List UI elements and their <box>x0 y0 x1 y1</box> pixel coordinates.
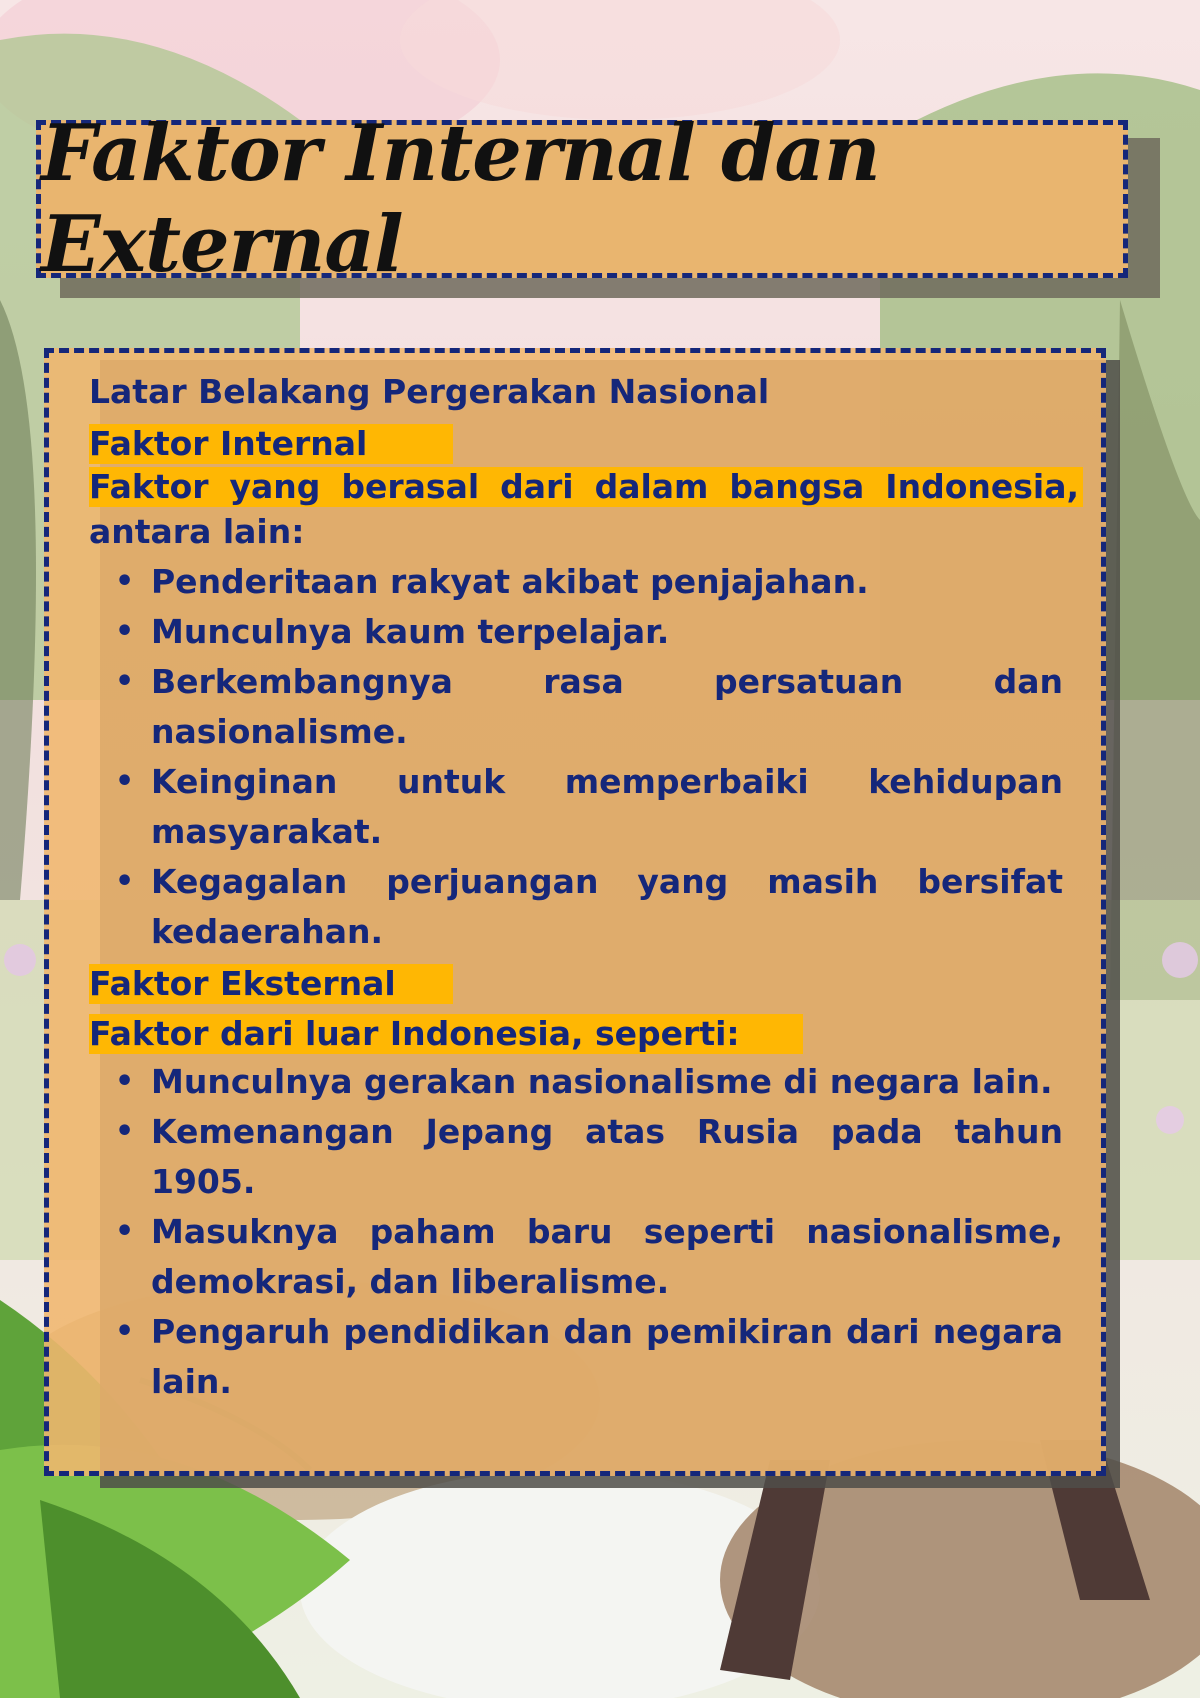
title-banner <box>36 108 1128 290</box>
list-item: • Berkembangnya rasa persatuan dan nasionalisme. <box>89 657 1063 757</box>
external-intro-line <box>89 1007 1063 1057</box>
page-title: Faktor Internal dan External <box>41 108 880 290</box>
list-item: • Penderitaan rakyat akibat penjajahan. <box>89 557 1063 607</box>
external-list <box>89 1057 1063 1407</box>
external-label: Faktor Eksternal <box>89 964 453 1004</box>
list-item: • Keinginan untuk memperbaiki kehidupan masyarakat. <box>89 757 1063 857</box>
section-heading: Latar Belakang Pergerakan Nasional <box>89 372 770 411</box>
external-intro: Faktor dari luar Indonesia, seperti: <box>89 1014 803 1054</box>
list-item: • Munculnya kaum terpelajar. <box>89 607 1063 657</box>
list-item: • Pengaruh pendidikan dan pemikiran dari negara lain. <box>89 1307 1063 1407</box>
content-panel <box>44 348 1106 1476</box>
internal-label: Faktor Internal <box>89 424 453 464</box>
internal-intro-line <box>89 467 1079 507</box>
internal-label-line <box>89 417 1063 467</box>
internal-list <box>89 557 1063 957</box>
list-item: • Masuknya paham baru seperti nasionalisme, demokrasi, dan liberalisme. <box>89 1207 1063 1307</box>
list-item: • Munculnya gerakan nasionalisme di negara lain. <box>89 1057 1063 1107</box>
internal-intro-continued: antara lain: <box>89 512 305 551</box>
list-item: • Kemenangan Jepang atas Rusia pada tahun 1905. <box>89 1107 1063 1207</box>
list-item: • Kegagalan perjuangan yang masih bersifat kedaerahan. <box>89 857 1063 957</box>
external-label-line <box>89 957 1063 1007</box>
internal-intro: Faktor yang berasal dari dalam bangsa Indonesia, <box>89 467 1083 507</box>
